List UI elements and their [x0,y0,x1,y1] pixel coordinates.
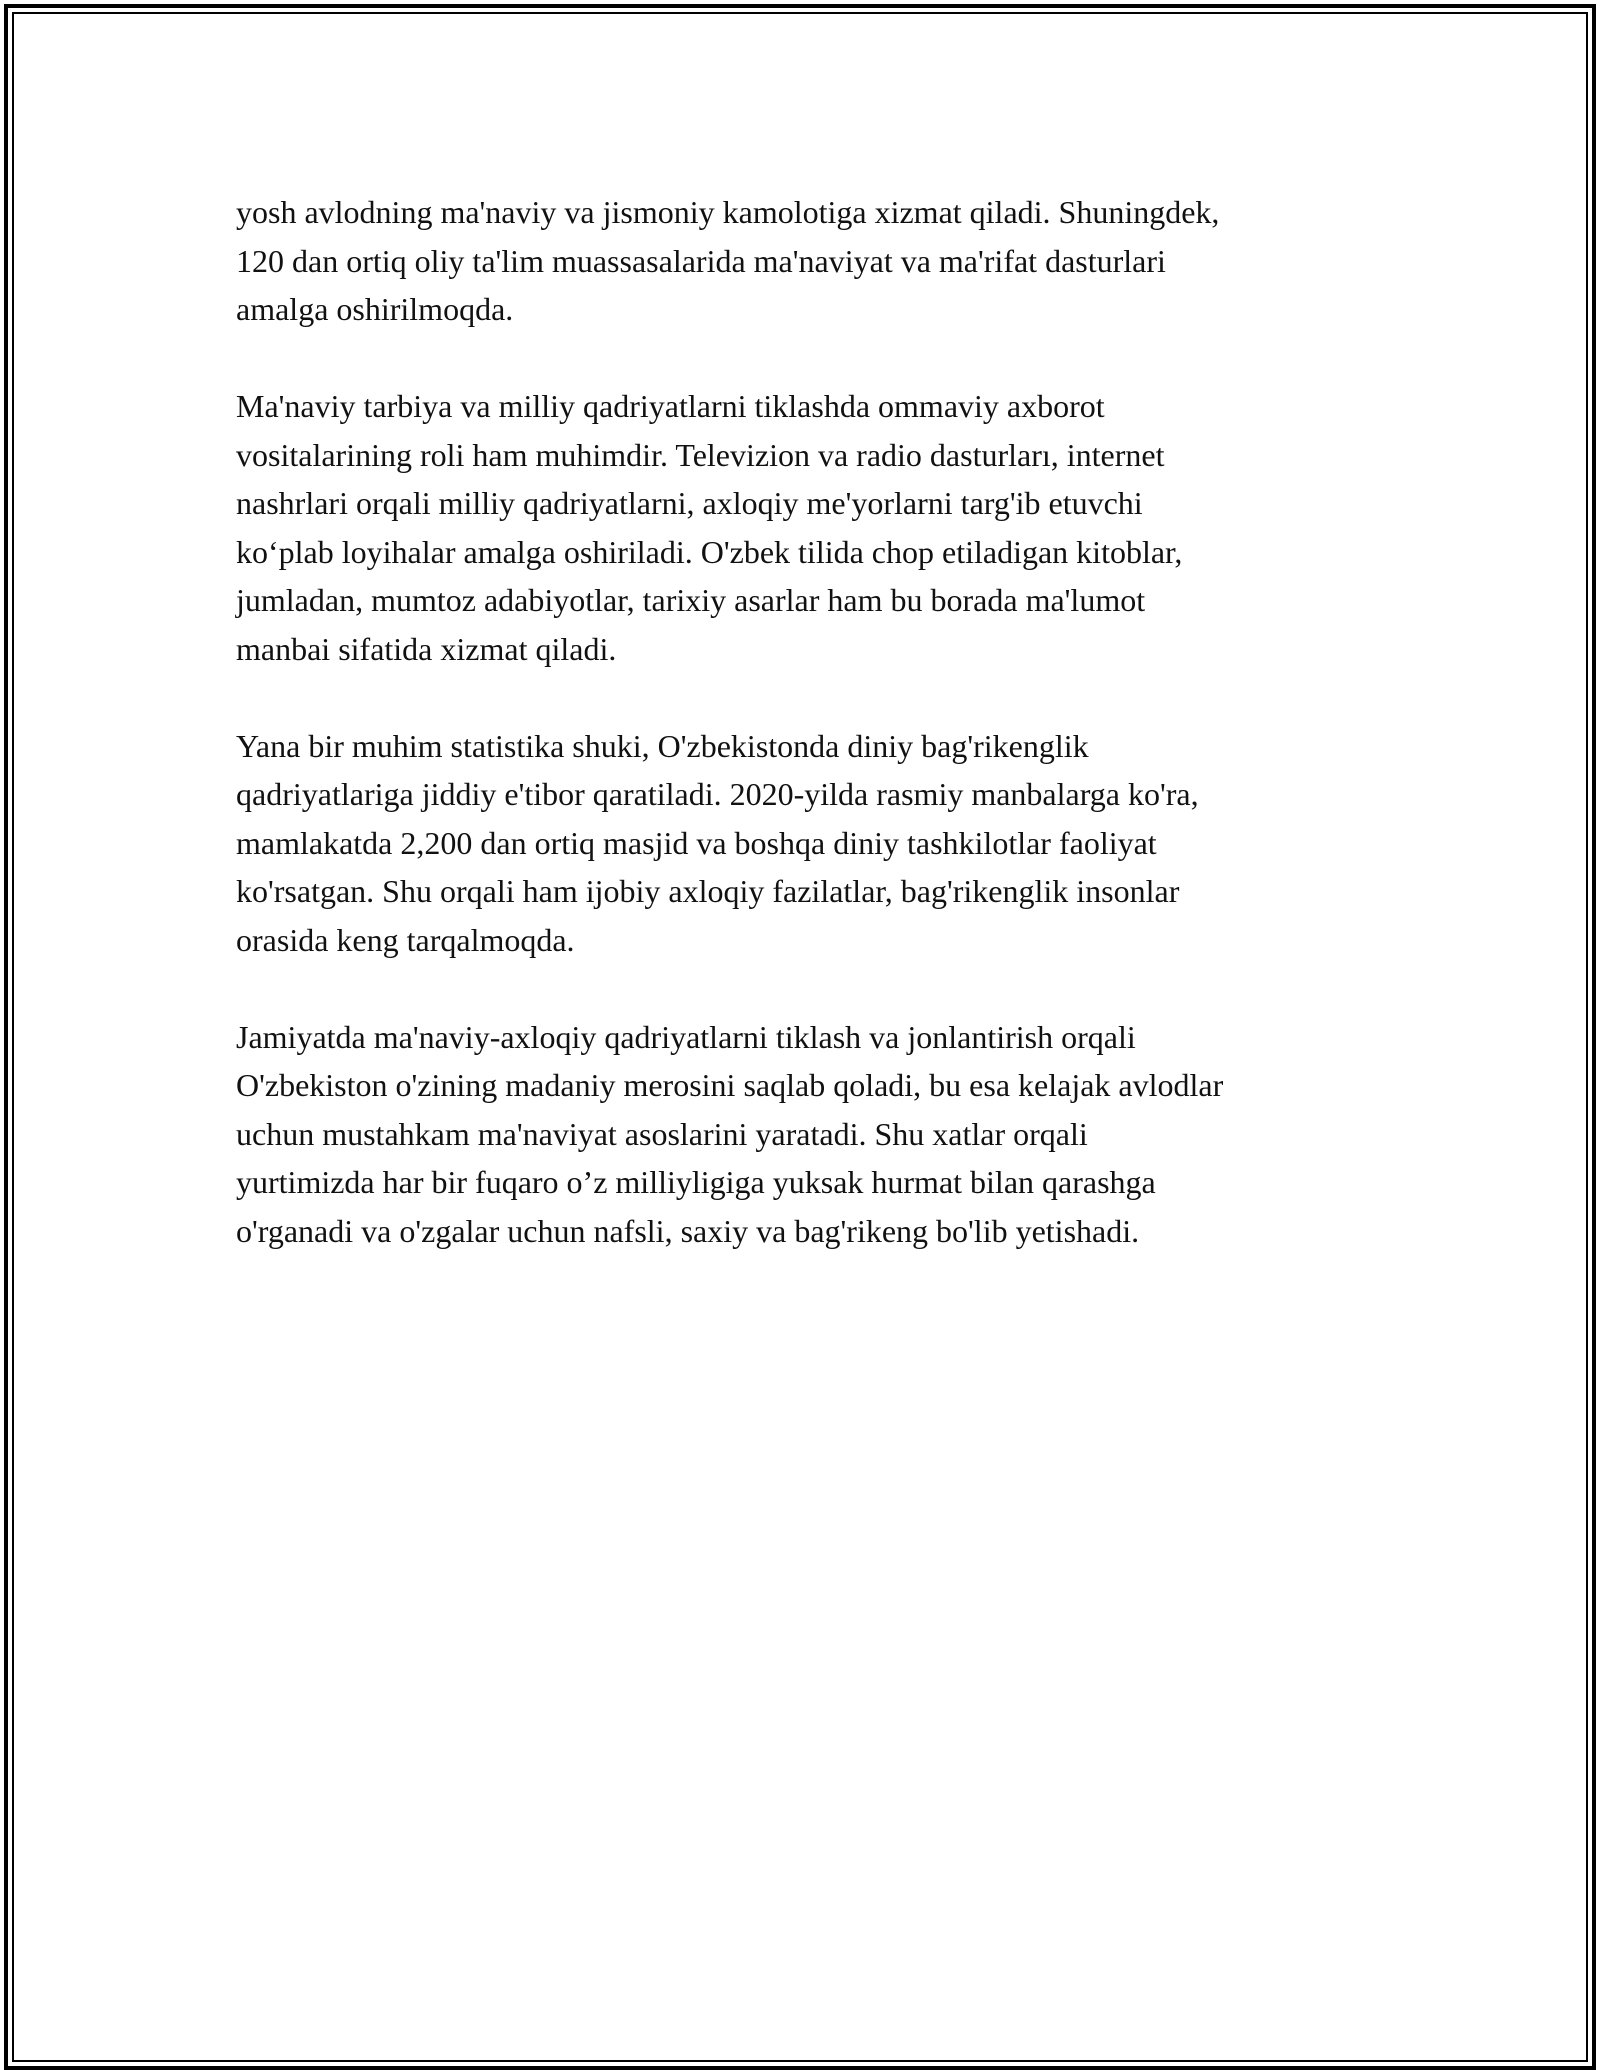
text-line: Ma'naviy tarbiya va milliy qadriyatlarni tiklashda ommaviy axborot [236,388,1105,424]
text-line: uchun mustahkam ma'naviyat asoslarini yaratadi. Shu xatlar orqali [236,1115,1088,1152]
paragraph-4 [236,1013,1396,1256]
text-line: ko'rsatgan. Shu orqali ham ijobiy axloqiy fazilatlar, bag'rikenglik insonlar [236,873,1180,909]
paragraph-1 [236,188,1396,334]
text-line: ko‘plab loyihalar amalga oshiriladi. O'zbek tilida chop etiladigan kitoblar, [236,533,1183,570]
text-line: O'zbekiston o'zining madaniy merosini saqlab qoladi, bu esa kelajak avlodlar [236,1067,1224,1103]
text-line: 120 dan ortiq oliy ta'lim muassasalarida ma'naviyat va ma'rifat dasturlari [236,242,1166,279]
text-line: o'rganadi va o'zgalar uchun nafsli, saxiy va bag'rikeng bo'lib yetishadi. [236,1212,1140,1249]
text-line: nashrlari orqali milliy qadriyatlarni, axloqiy me'yorlarni targ'ib etuvchi [236,485,1143,521]
text-line: qadriyatlariga jiddiy e'tibor qaratiladi. 2020-yilda rasmiy manbalarga ko'ra, [236,776,1199,812]
text-line: jumladan, mumtoz adabiyotlar, tarixiy asarlar ham bu borada ma'lumot [236,582,1146,618]
text-line: yurtimizda har bir fuqaro o’z milliyligiga yuksak hurmat bilan qarashga [236,1164,1156,1200]
paragraph-3 [236,722,1396,965]
text-line: orasida keng tarqalmoqda. [236,921,575,958]
text-line: Jamiyatda ma'naviy-axloqiy qadriyatlarni tiklash va jonlantirish orqali [236,1018,1136,1055]
text-line: mamlakatda 2,200 dan ortiq masjid va boshqa diniy tashkilotlar faoliyat [236,824,1157,861]
paragraph-2 [236,382,1396,673]
text-line: vositalarining roli ham muhimdir. Televizion va radio dasturları, internet [236,436,1165,473]
text-line: amalga oshirilmoqda. [236,291,514,327]
document-body [236,188,1396,1304]
text-line: yosh avlodning ma'naviy va jismoniy kamolotiga xizmat qiladi. Shuningdek, [236,194,1220,230]
text-line: manbai sifatida xizmat qiladi. [236,630,617,667]
text-line: Yana bir muhim statistika shuki, O'zbekistonda diniy bag'rikenglik [236,727,1089,764]
